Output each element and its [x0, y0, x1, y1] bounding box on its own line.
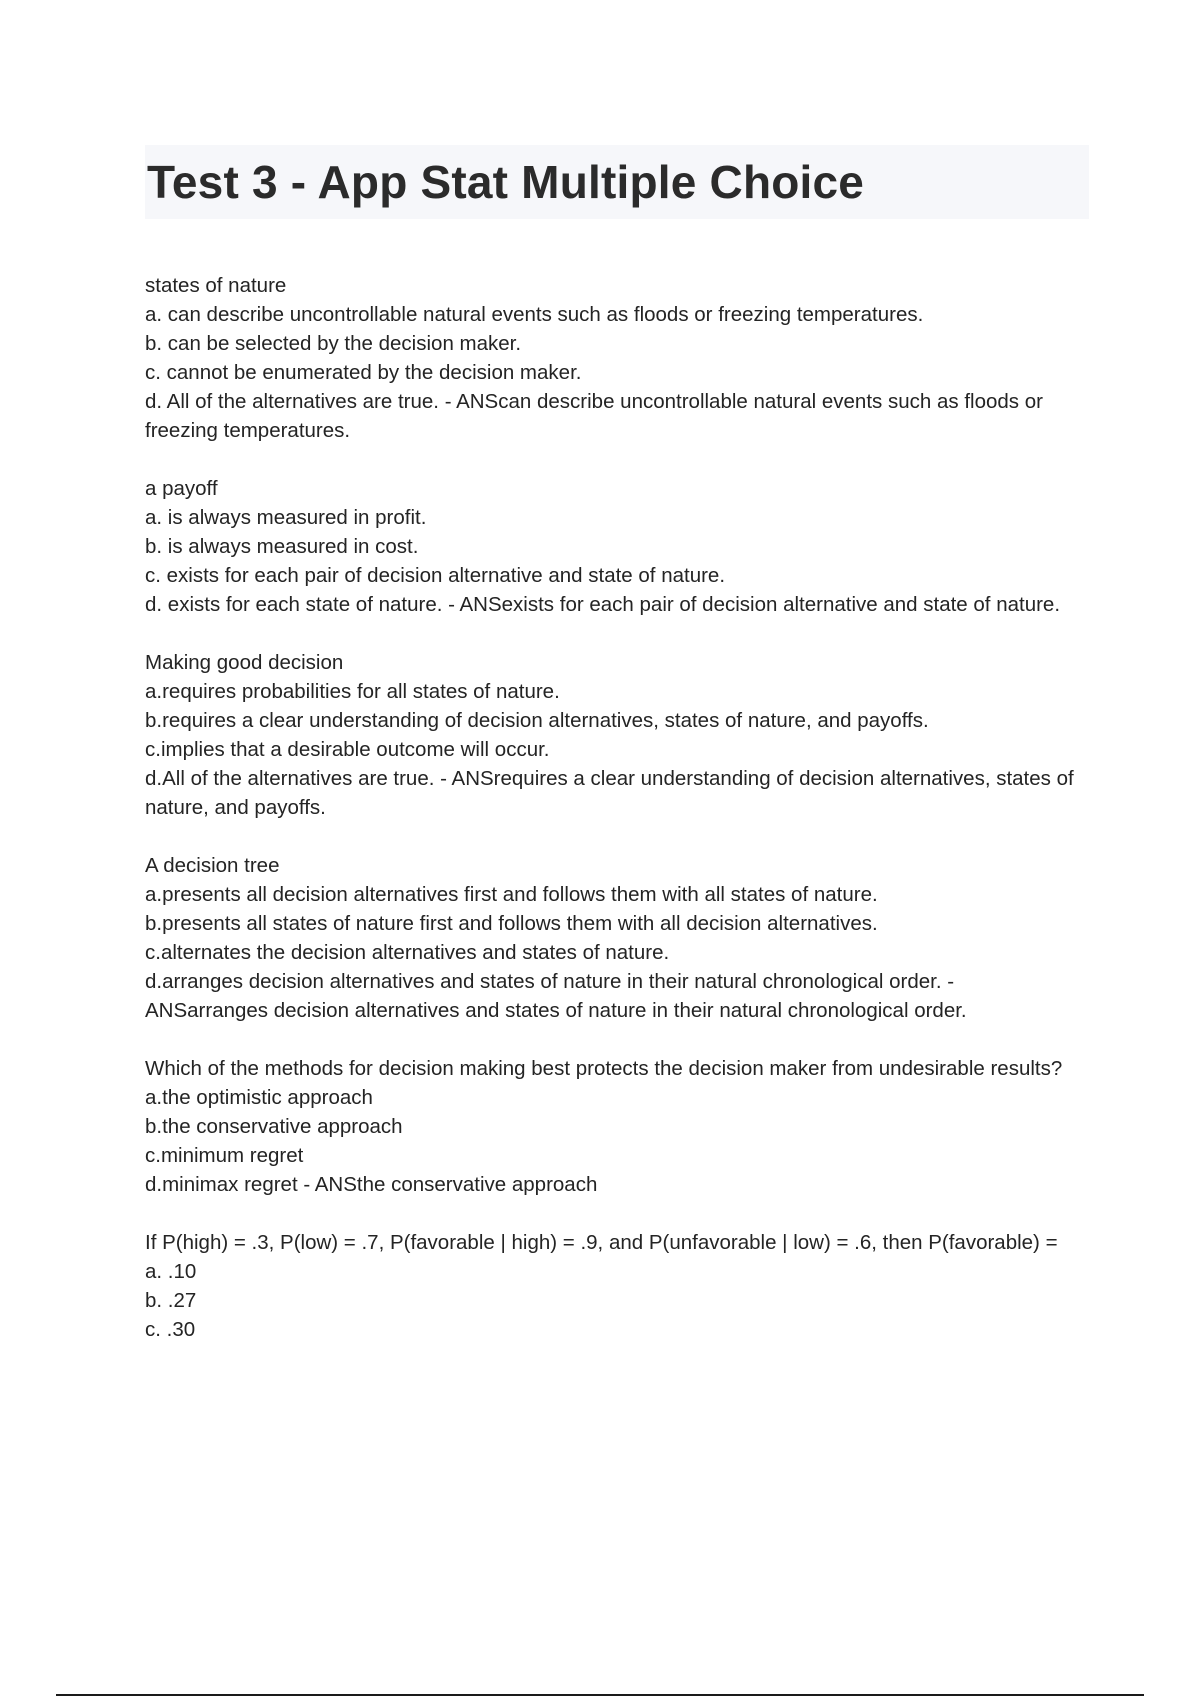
answer-option-with-answer: d. exists for each state of nature. - ANSexists for each pair of decision alternative and state of nature.: [145, 593, 1061, 616]
answer-option: b. can be selected by the decision maker.: [145, 332, 522, 355]
answer-option: c.implies that a desirable outcome will occur.: [145, 738, 550, 761]
answer-option-with-answer: d.arranges decision alternatives and states of nature in their natural chronological order. - ANSarranges decision alternatives and states of nature in their natural chronological order.: [145, 970, 967, 1022]
answer-option-with-answer: d.minimax regret - ANSthe conservative approach: [145, 1173, 598, 1196]
answer-option: a. .10: [145, 1260, 197, 1283]
page-bottom-rule: [56, 1694, 1144, 1696]
question-text: If P(high) = .3, P(low) = .7, P(favorable | high) = .9, and P(unfavorable | low) = .6, then P(favorable) =: [145, 1231, 1058, 1254]
question-text: Which of the methods for decision making best protects the decision maker from undesirable results?: [145, 1057, 1063, 1080]
question-text: A decision tree: [145, 854, 280, 877]
question-text: states of nature: [145, 274, 287, 297]
question-block: [145, 851, 1075, 1025]
question-block: [145, 648, 1075, 822]
answer-option-with-answer: d.All of the alternatives are true. - ANSrequires a clear understanding of decision alternatives, states of nature, and payoffs.: [145, 767, 1074, 819]
question-block: [145, 1054, 1075, 1199]
question-text: Making good decision: [145, 651, 344, 674]
answer-option: c. cannot be enumerated by the decision maker.: [145, 361, 582, 384]
answer-option: b. .27: [145, 1289, 197, 1312]
question-text: a payoff: [145, 477, 218, 500]
question-block: [145, 271, 1075, 445]
answer-option: b.the conservative approach: [145, 1115, 403, 1138]
answer-option: c.minimum regret: [145, 1144, 304, 1167]
question-block: [145, 1228, 1075, 1344]
answer-option: b.requires a clear understanding of decision alternatives, states of nature, and payoffs.: [145, 709, 929, 732]
answer-option: c.alternates the decision alternatives and states of nature.: [145, 941, 670, 964]
answer-option: b. is always measured in cost.: [145, 535, 419, 558]
answer-option: c. .30: [145, 1318, 196, 1341]
title-band: [145, 145, 1089, 219]
answer-option: a.requires probabilities for all states of nature.: [145, 680, 560, 703]
question-block: [145, 474, 1075, 619]
answer-option: a. is always measured in profit.: [145, 506, 427, 529]
answer-option: a.the optimistic approach: [145, 1086, 373, 1109]
answer-option: a. can describe uncontrollable natural events such as floods or freezing temperatures.: [145, 303, 924, 326]
page-title: Test 3 - App Stat Multiple Choice: [147, 156, 865, 208]
answer-option-with-answer: d. All of the alternatives are true. - ANScan describe uncontrollable natural events such as floods or freezing temperatures.: [145, 390, 1043, 442]
answer-option: c. exists for each pair of decision alternative and state of nature.: [145, 564, 726, 587]
document-body: [145, 271, 1075, 1373]
answer-option: b.presents all states of nature first and follows them with all decision alternatives.: [145, 912, 878, 935]
answer-option: a.presents all decision alternatives first and follows them with all states of nature.: [145, 883, 878, 906]
